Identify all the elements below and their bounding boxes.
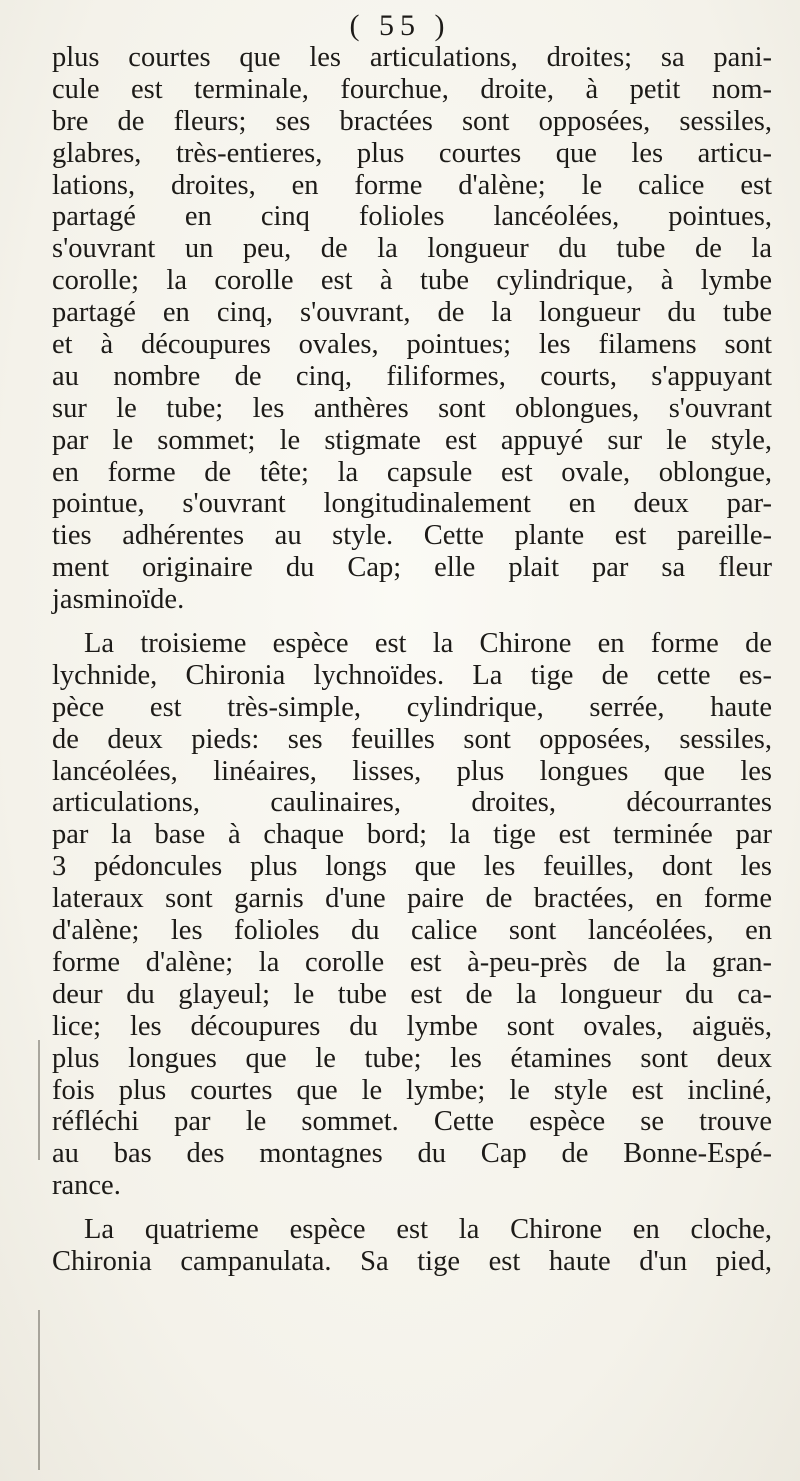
text-line: ties adhérentes au style. Cette plante est pareille- xyxy=(52,520,772,552)
text-line: articulations, caulinaires, droites, décourrantes xyxy=(52,787,772,819)
text-line: La quatrieme espèce est la Chirone en cloche, xyxy=(84,1214,772,1246)
text-line: au bas des montagnes du Cap de Bonne-Espé- xyxy=(52,1138,772,1170)
text-line: Chironia campanulata. Sa tige est haute d'un pied, xyxy=(52,1245,772,1277)
text-line: lancéolées, linéaires, lisses, plus longues que les xyxy=(52,755,772,787)
text-line: pèce est très-simple, cylindrique, serrée, haute xyxy=(52,691,772,723)
text-line: en forme de tête; la capsule est ovale, oblongue, xyxy=(52,456,772,488)
text-line: ment originaire du Cap; elle plait par sa fleur xyxy=(52,552,772,584)
text-line: lice; les découpures du lymbe sont ovales, aiguës, xyxy=(52,1010,772,1042)
text-line: sur le tube; les anthères sont oblongues, s'ouvrant xyxy=(52,392,772,424)
paragraph-3 xyxy=(52,1214,772,1278)
text-line: corolle; la corolle est à tube cylindrique, à lymbe xyxy=(52,265,772,297)
text-line: rance. xyxy=(52,1170,121,1202)
text-line: cule est terminale, fourchue, droite, à petit nom- xyxy=(52,73,772,105)
text-line: par la base à chaque bord; la tige est terminée par xyxy=(52,819,772,851)
paragraph-2 xyxy=(52,628,772,1202)
text-line: pointue, s'ouvrant longitudinalement en deux par- xyxy=(52,488,772,520)
text-line: bre de fleurs; ses bractées sont opposées, sessiles, xyxy=(52,105,772,137)
text-line: 3 pédoncules plus longs que les feuilles, dont les xyxy=(52,851,772,883)
text-line: partagé en cinq folioles lancéolées, pointues, xyxy=(52,201,772,233)
margin-rule xyxy=(38,1310,40,1470)
margin-rule xyxy=(38,1040,40,1160)
text-body xyxy=(52,42,772,1278)
page-number: ( 55 ) xyxy=(349,9,451,42)
text-line: lychnide, Chironia lychnoïdes. La tige de cette es- xyxy=(52,659,772,691)
text-line: forme d'alène; la corolle est à-peu-près de la gran- xyxy=(52,946,772,978)
text-line: d'alène; les folioles du calice sont lancéolées, en xyxy=(52,915,772,947)
text-line: plus courtes que les articulations, droites; sa pani- xyxy=(52,42,772,73)
text-line: au nombre de cinq, filiformes, courts, s'appuyant xyxy=(52,360,772,392)
text-line: glabres, très-entieres, plus courtes que les articu- xyxy=(52,137,772,169)
text-line: lateraux sont garnis d'une paire de bractées, en forme xyxy=(52,883,772,915)
text-line: de deux pieds: ses feuilles sont opposées, sessiles, xyxy=(52,723,772,755)
text-line: réfléchi par le sommet. Cette espèce se trouve xyxy=(52,1106,772,1138)
text-line: lations, droites, en forme d'alène; le calice est xyxy=(52,169,772,201)
text-line: partagé en cinq, s'ouvrant, de la longueur du tube xyxy=(52,297,772,329)
text-line: par le sommet; le stigmate est appuyé sur le style, xyxy=(52,424,772,456)
paragraph-1 xyxy=(52,42,772,616)
text-line: La troisieme espèce est la Chirone en forme de xyxy=(84,628,772,660)
text-line: fois plus courtes que le lymbe; le style est incliné, xyxy=(52,1074,772,1106)
text-line: et à découpures ovales, pointues; les filamens sont xyxy=(52,329,772,361)
text-line: plus longues que le tube; les étamines sont deux xyxy=(52,1042,772,1074)
text-line: s'ouvrant un peu, de la longueur du tube de la xyxy=(52,233,772,265)
text-line: deur du glayeul; le tube est de la longueur du ca- xyxy=(52,978,772,1010)
text-line: jasminoïde. xyxy=(52,584,185,616)
